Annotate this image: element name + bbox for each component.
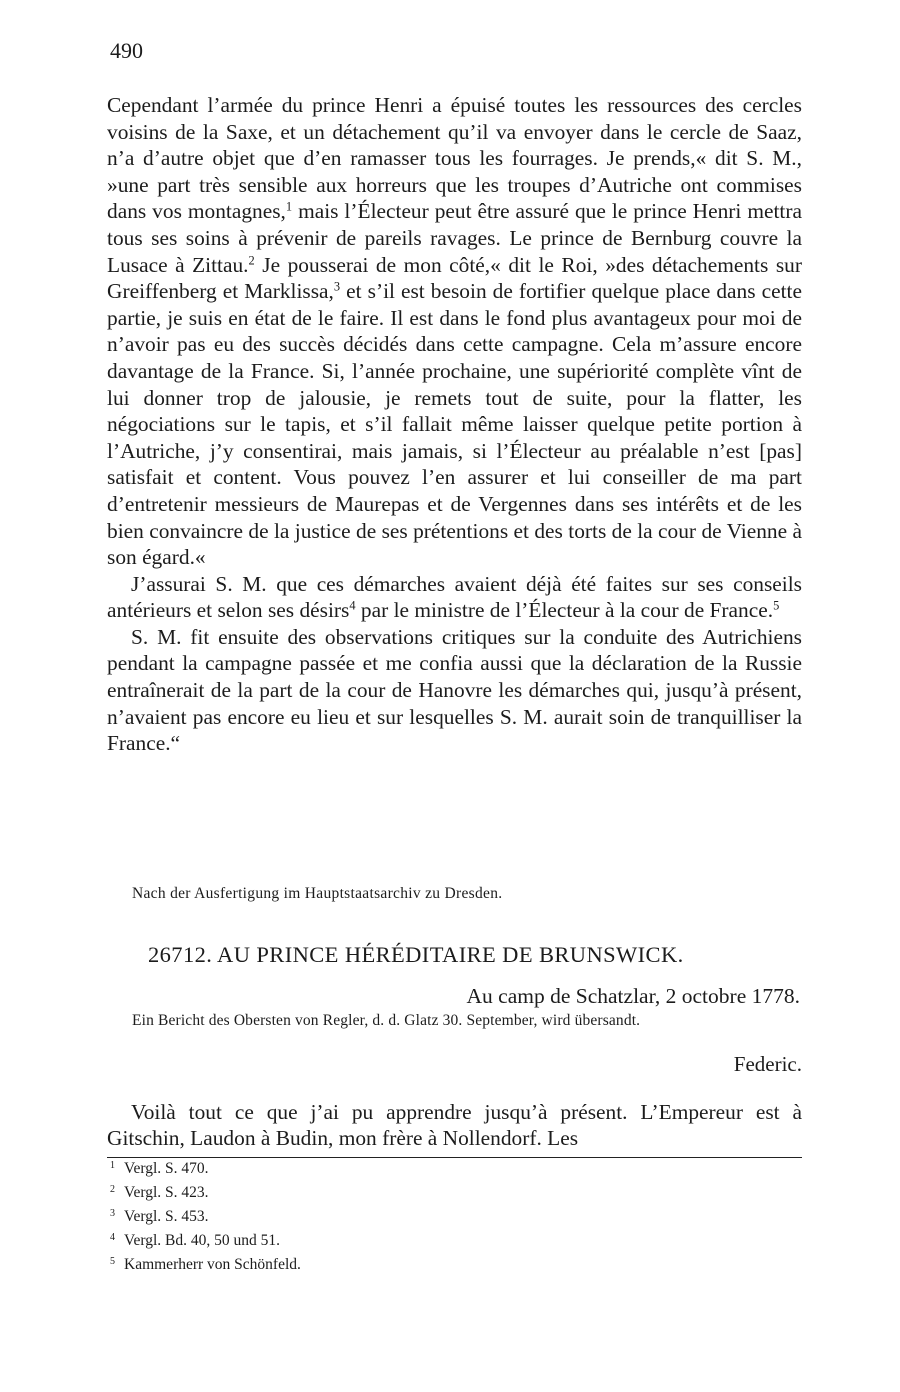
- paragraph-assurance: [107, 571, 802, 624]
- footnote: [110, 1227, 301, 1251]
- footnote: [110, 1179, 301, 1203]
- text-segment: et s’il est besoin de fortifier quelque place dans cette partie, je suis en état de le faire. Il est dans le fond plus avantageux pour moi de n’avoir pas eu des succès décidés dans cette campagne. Cela m’assure encore davantage de la France. Si, l’année prochaine, une supériorité complète vînt de lui donner trop de jalousie, je remets tout de suite, pour la flatter, les négociations sur le tapis, et s’il fallait même laisser quelque petite portion à l’Autriche, j’y consentirai, mais jamais, si l’Électeur au préalable n’est [pas] satisfait et content. Vous pouvez l’en assurer et lui conseiller de ma part d’entretenir messieurs de Maurepas et de Vergennes dans ses intérêts et de les bien convaincre de la justice de ses prétentions et des torts de la cour de Vienne à son égard.«: [107, 279, 802, 570]
- letter-body: [107, 1099, 802, 1151]
- text-segment: Je pousserai de mon côté,« dit le Roi, »des détachements sur Greiffenberg et Marklissa,: [107, 252, 802, 304]
- text-segment: Cependant l’armée du prince Henri a épuisé toutes les ressources des cercles voisins de la Saxe, et un détachement qu’il va envoyer dans le cercle de Saaz, n’a d’autre objet que d’en ramasser tous les fourrages. Je prends,« dit S. M., »une part très sensible aux horreurs que les troupes d’Autriche ont commises dans vos montagnes,: [107, 93, 802, 224]
- letter-heading: 26712. AU PRINCE HÉRÉDITAIRE DE BRUNSWICK.: [148, 942, 684, 967]
- letter-paragraph: Voilà tout ce que j’ai pu apprendre jusqu’à présent. L’Empereur est à Gitschin, Laudon à Budin, mon frère à Nollendorf. Les: [107, 1100, 802, 1150]
- letter-place-date: Au camp de Schatzlar, 2 octobre 1778.: [466, 984, 800, 1008]
- footnote-number: 3: [110, 1208, 115, 1219]
- footnote-number: 1: [110, 1160, 115, 1171]
- footnote-text: Kammerherr von Schönfeld.: [124, 1256, 301, 1273]
- letter-summary: Ein Bericht des Obersten von Regler, d. d. Glatz 30. September, wird übersandt.: [132, 1012, 641, 1029]
- footnote-text: Vergl. Bd. 40, 50 und 51.: [124, 1232, 281, 1249]
- footnotes-list: [110, 1155, 301, 1275]
- letter-signature: Federic.: [733, 1052, 802, 1076]
- footnote-text: Vergl. S. 470.: [124, 1160, 209, 1177]
- footnote-number: 5: [110, 1256, 115, 1267]
- page-number: 490: [110, 38, 143, 63]
- main-text: [107, 92, 802, 757]
- text-segment: mais l’Électeur peut être assuré que le prince Henri mettra tous ses soins à prévenir de pareils ravages. Le prince de Bernburg couvre la Lusace à Zittau.: [107, 199, 802, 277]
- continuation-paragraph: [107, 92, 802, 571]
- source-note: Nach der Ausfertigung im Hauptstaatsarchiv zu Dresden.: [132, 885, 503, 902]
- footnote: [110, 1203, 301, 1227]
- text-segment: par le ministre de l’Électeur à la cour de France.: [355, 598, 774, 623]
- footnote-ref-3: 3: [333, 279, 341, 294]
- footnote-ref-2: 2: [248, 252, 255, 267]
- footnote-number: 2: [110, 1184, 115, 1195]
- paragraph-observations: S. M. fit ensuite des observations critiques sur la conduite des Autrichiens pendant la campagne passée et me confia aussi que la déclaration de la Russie entraînerait de la part de la cour de Hanovre les démarches qui, jusqu’à présent, n’avaient pas encore eu lieu et sur lesquelles S. M. aurait soin de tranquilliser la France.“: [107, 624, 802, 756]
- footnote-ref-1: 1: [285, 199, 293, 214]
- footnote-number: 4: [110, 1232, 115, 1243]
- text-segment: J’assurai S. M. que ces démarches avaient déjà été faites sur ses conseils antérieurs et selon ses désirs: [107, 571, 802, 623]
- footnote: [110, 1251, 301, 1275]
- footnote-ref-4: 4: [349, 598, 356, 613]
- footnote: [110, 1155, 301, 1179]
- footnote-text: Vergl. S. 453.: [124, 1208, 209, 1225]
- footnote-ref-5: 5: [773, 598, 780, 613]
- footnote-text: Vergl. S. 423.: [124, 1184, 209, 1201]
